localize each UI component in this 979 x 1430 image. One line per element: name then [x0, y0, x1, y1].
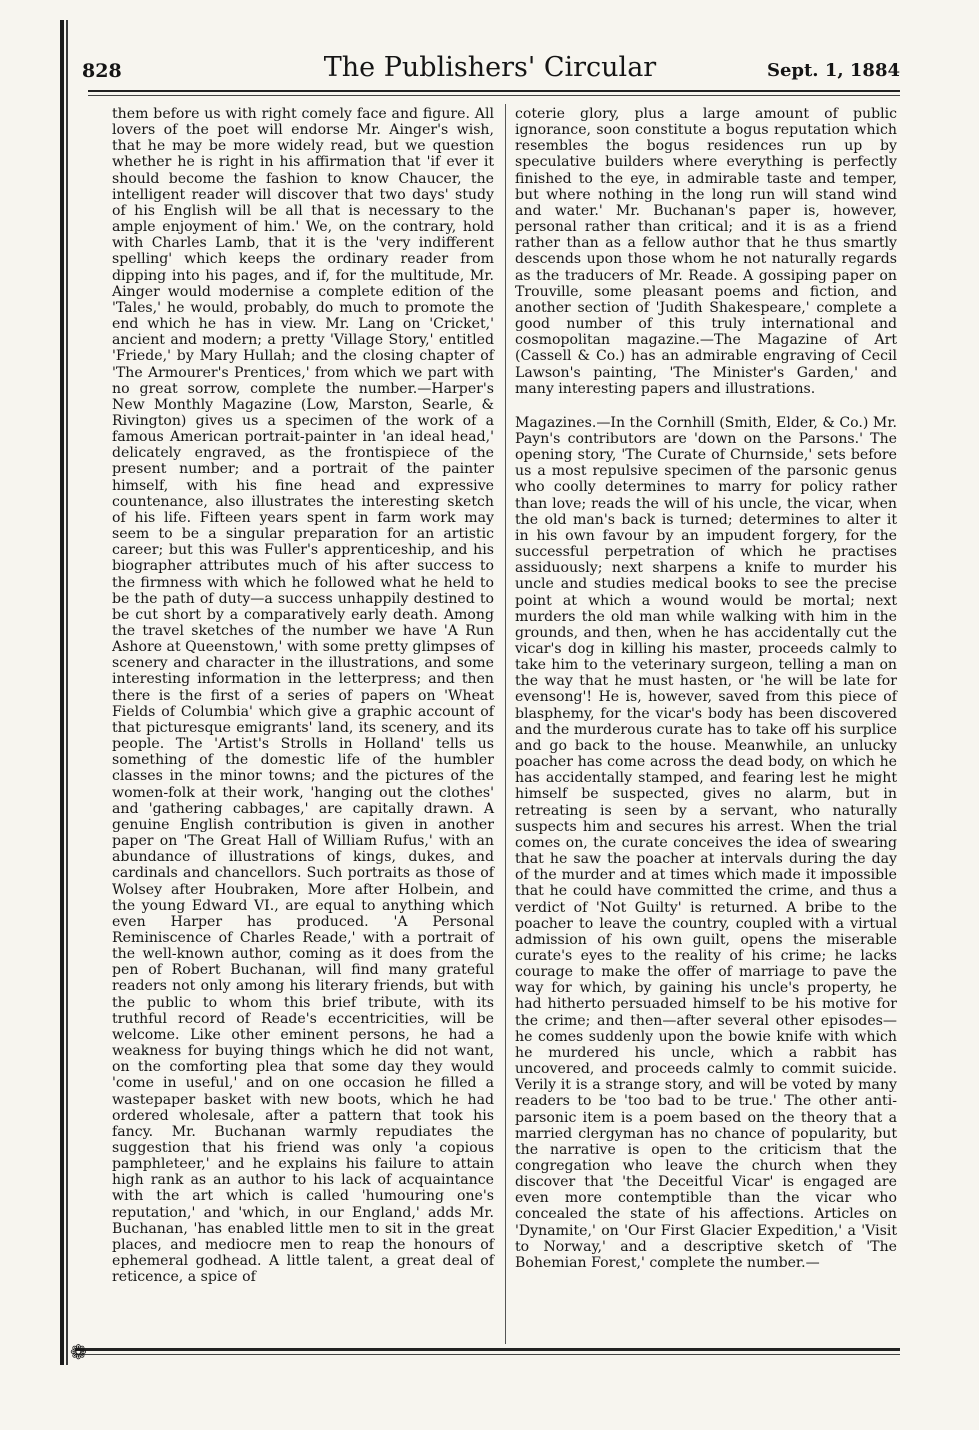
- header-rule: [88, 90, 900, 92]
- right-column-paragraph-1: coterie glory, plus a large amount of public ignorance, soon constitute a bogus reputation which resembles the bogus residences run up by speculative builders where everything is perfectly finished to the eye, in admirable taste and temper, but where nothing in the long run will stand wind and water.' Mr. Buchanan's paper is, however, personal rather than critical; and it is as a friend rather than as a fellow author that he thus smartly descends upon those whom he not naturally regards as the traducers of Mr. Reade. A gossiping paper on Trouville, some pleasant poems and fiction, and another section of 'Judith Shakespeare,' complete a good number of this truly international and cosmopolitan magazine.—The Magazine of Art (Cassell & Co.) has an admirable engraving of Cecil Lawson's painting, 'The Minister's Garden,' and many interesting papers and illustrations.: [515, 106, 897, 397]
- footer-rule-thin: [75, 1354, 900, 1355]
- right-column: [515, 106, 897, 1271]
- page-header: [80, 52, 900, 86]
- left-column: [112, 106, 494, 1285]
- right-column-paragraph-2: Magazines.—In the Cornhill (Smith, Elder, & Co.) Mr. Payn's contributors are 'down on the Parsons.' The opening story, 'The Curate of Churnside,' sets before us a most repulsive specimen of the parsonic genus who coolly determines to marry for policy rather than love; reads the will of his uncle, the vicar, when the old man's back is turned; determines to alter it in his own favour by an impudent forgery, for the successful perpetration of which he practises assiduously; next sharpens a knife to murder his uncle and studies medical books to see the precise point at which a wound would be mortal; next murders the old man while walking with him in the grounds, and then, when he has accidentally cut the vicar's dog in killing his master, proceeds calmly to take him to the veterinary surgeon, telling a man on the way that he must hasten, or 'he will be late for evensong'! He is, however, saved from this piece of blasphemy, for the vicar's body has been discovered and the murderous curate has to take off his surplice and go back to the house. Meanwhile, an unlucky poacher has come across the dead body, on which he has accidentally stamped, and fearing lest he might himself be suspected, gives no alarm, but in retreating is seen by a servant, who naturally suspects him and secures his arrest. When the trial comes on, the curate conceives the idea of swearing that he saw the poacher at intervals during the day of the murder and at times which made it impossible that he could have committed the crime, and thus a verdict of 'Not Guilty' is returned. A bribe to the poacher to leave the country, coupled with a virtual admission of his own guilt, opens the miserable curate's eyes to the reality of his crime; he lacks courage to make the offer of marriage to pave the way for which, by gaining his uncle's property, he had hitherto persuaded himself to be his motive for the crime; and then—after several other episodes—he comes suddenly upon the bowie knife with which he murdered his uncle, which a rabbit has uncovered, and proceeds calmly to commit suicide. Verily it is a strange story, and will be voted by many readers to be 'too bad to be true.' The other anti-parsonic item is a poem based on the theory that a married clergyman has no chance of popularity, but the narrative is open to the criticism that the congregation who leave the church when they discover that 'the Deceitful Vicar' is engaged are even more contemptible than the vicar who concealed the state of his affections. Articles on 'Dynamite,' on 'Our First Glacier Expedition,' a 'Visit to Norway,' and a descriptive sketch of 'The Bohemian Forest,' complete the number.—: [515, 414, 897, 1271]
- publication-title: The Publishers' Circular: [323, 52, 657, 83]
- binding-edge: [60, 20, 64, 1365]
- column-divider: [505, 104, 506, 1344]
- header-rule-thin: [88, 95, 900, 96]
- binding-edge-inner: [66, 20, 68, 1365]
- page-number: 828: [82, 60, 122, 82]
- issue-date: Sept. 1, 1884: [766, 60, 900, 81]
- corner-ornament-icon: ❁: [70, 1340, 87, 1364]
- left-column-text: them before us with right comely face and figure. All lovers of the poet will endorse Mr. Ainger's wish, that he may be more widely read, but we question whether he is right in his affirmation that 'if ever it should become the fashion to know Chaucer, the intelligent reader will discover that two days' study of his English will be all that is necessary to the ample enjoyment of him.' We, on the contrary, hold with Charles Lamb, that it is the 'very indifferent spelling' which keeps the ordinary reader from dipping into his pages, and if, for the multitude, Mr. Ainger would modernise a complete edition of the 'Tales,' he would, probably, do much to promote the end which he has in view. Mr. Lang on 'Cricket,' ancient and modern; a pretty 'Village Story,' entitled 'Friede,' by Mary Hullah; and the closing chapter of 'The Armourer's Prentices,' from which we part with no great sorrow, complete the number.—Harper's New Monthly Magazine (Low, Marston, Searle, & Rivington) gives us a specimen of the work of a famous American portrait-painter in 'an ideal head,' delicately engraved, as the frontispiece of the present number; and a portrait of the painter himself, with his fine head and expressive countenance, also illustrates the interesting sketch of his life. Fifteen years spent in farm work may seem to be a singular preparation for an artistic career; but this was Fuller's apprenticeship, and his biographer attributes much of his after success to the firmness with which he followed what he held to be the path of duty—a success unhappily destined to be cut short by a comparatively early death. Among the travel sketches of the number we have 'A Run Ashore at Queenstown,' with some pretty glimpses of scenery and character in the illustrations, and some interesting information in the letterpress; and then there is the first of a series of papers on 'Wheat Fields of Columbia' which give a graphic account of that picturesque emigrants' land, its scenery, and its people. The 'Artist's Strolls in Holland' tells us something of the domestic life of the humbler classes in the minor towns; and the pictures of the women-folk at their work, 'hanging out the clothes' and 'gathering cabbages,' are capitally drawn. A genuine English contribution is given in another paper on 'The Great Hall of William Rufus,' with an abundance of illustrations of kings, dukes, and cardinals and chancellors. Such portraits as those of Wolsey after Houbraken, More after Holbein, and the young Edward VI., are equal to anything which even Harper has produced. 'A Personal Reminiscence of Charles Reade,' with a portrait of the well-known author, coming as it does from the pen of Robert Buchanan, will find many grateful readers not only among his literary friends, but with the public to whom this brief tribute, with its truthful record of Reade's eccentricities, will be welcome. Like other eminent persons, he had a weakness for buying things which he did not want, on the comforting plea that some day they would 'come in useful,' and on one occasion he filled a wastepaper basket with new boots, which he had ordered wholesale, after a pattern that took his fancy. Mr. Buchanan warmly repudiates the suggestion that his friend was only 'a copious pamphleteer,' and he explains his failure to attain high rank as an author to his lack of acquaintance with the art which is called 'humouring one's reputation,' and 'which, in our England,' adds Mr. Buchanan, 'has enabled little men to sit in the great places, and mediocre men to reap the honours of ephemeral godhead. A little talent, a great deal of reticence, a spice of: [112, 106, 494, 1286]
- footer-rule: [75, 1348, 900, 1351]
